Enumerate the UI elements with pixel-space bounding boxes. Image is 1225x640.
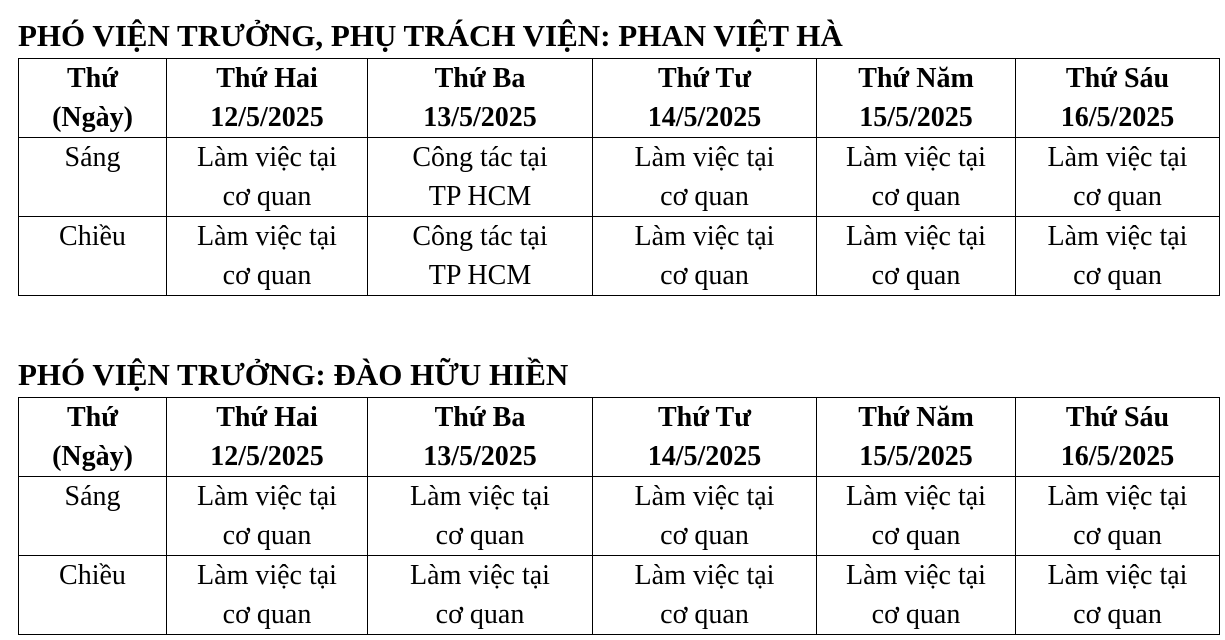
header-day-friday bbox=[1016, 398, 1220, 477]
header-day-label bbox=[19, 59, 167, 138]
header-day-thursday bbox=[817, 398, 1016, 477]
cell-line: Làm việc tại bbox=[634, 221, 775, 252]
schedule-cell bbox=[593, 477, 817, 556]
cell-line: cơ quan bbox=[871, 520, 961, 551]
day-date: 13/5/2025 bbox=[423, 102, 537, 133]
schedule-cell bbox=[817, 217, 1016, 296]
schedule-cell bbox=[368, 477, 593, 556]
schedule-cell bbox=[368, 217, 593, 296]
schedule-cell bbox=[1016, 217, 1220, 296]
cell-line: cơ quan bbox=[871, 181, 961, 212]
schedule-cell bbox=[1016, 138, 1220, 217]
period-cell bbox=[19, 217, 167, 296]
cell-line: Làm việc tại bbox=[846, 142, 986, 173]
period-cell bbox=[19, 477, 167, 556]
period-label: Sáng bbox=[64, 142, 121, 173]
day-name: Thứ Ba bbox=[434, 402, 526, 433]
day-date: 16/5/2025 bbox=[1060, 102, 1175, 133]
cell-line: Làm việc tại bbox=[410, 560, 550, 591]
cell-line: cơ quan bbox=[660, 599, 749, 630]
header-day-label-line: (Ngày) bbox=[52, 102, 133, 133]
period-label: Sáng bbox=[64, 481, 121, 512]
schedule-cell bbox=[817, 138, 1016, 217]
cell-line: Làm việc tại bbox=[197, 142, 337, 173]
period-label: Chiều bbox=[59, 560, 126, 591]
day-date: 12/5/2025 bbox=[210, 102, 324, 133]
cell-line: Làm việc tại bbox=[1047, 481, 1188, 512]
day-name: Thứ Tư bbox=[657, 402, 752, 433]
schedule-cell bbox=[167, 477, 368, 556]
cell-line: cơ quan bbox=[222, 520, 312, 551]
header-day-label bbox=[19, 398, 167, 477]
schedule-section-2 bbox=[18, 355, 1219, 635]
cell-line: Làm việc tại bbox=[197, 560, 337, 591]
schedule-cell bbox=[368, 556, 593, 635]
schedule-table bbox=[18, 397, 1220, 635]
header-day-tuesday bbox=[368, 398, 593, 477]
cell-line: cơ quan bbox=[435, 520, 525, 551]
cell-line: cơ quan bbox=[871, 260, 961, 291]
period-label: Chiều bbox=[59, 221, 126, 252]
schedule-cell bbox=[593, 217, 817, 296]
cell-line: Công tác tại bbox=[412, 142, 548, 173]
cell-line: cơ quan bbox=[1073, 520, 1162, 551]
header-day-label-line: (Ngày) bbox=[52, 441, 133, 472]
day-name: Thứ Sáu bbox=[1065, 402, 1170, 433]
cell-line: Làm việc tại bbox=[634, 481, 775, 512]
header-day-label-line: Thứ bbox=[66, 63, 119, 94]
schedule-cell bbox=[167, 556, 368, 635]
cell-line: Làm việc tại bbox=[197, 481, 337, 512]
day-date: 14/5/2025 bbox=[647, 441, 762, 472]
header-day-wednesday bbox=[593, 59, 817, 138]
header-day-wednesday bbox=[593, 398, 817, 477]
cell-line: Làm việc tại bbox=[846, 560, 986, 591]
cell-line: TP HCM bbox=[428, 260, 532, 291]
section-title: PHÓ VIỆN TRƯỞNG, PHỤ TRÁCH VIỆN: PHAN VIỆT HÀ bbox=[18, 18, 843, 53]
header-day-monday bbox=[167, 398, 368, 477]
cell-line: cơ quan bbox=[222, 181, 312, 212]
cell-line: cơ quan bbox=[1073, 181, 1162, 212]
header-day-monday bbox=[167, 59, 368, 138]
schedule-cell bbox=[593, 556, 817, 635]
table-row-morning bbox=[19, 477, 1220, 556]
cell-line: Làm việc tại bbox=[1047, 560, 1188, 591]
cell-line: Làm việc tại bbox=[846, 481, 986, 512]
table-row-morning bbox=[19, 138, 1220, 217]
day-name: Thứ Năm bbox=[858, 63, 974, 94]
day-name: Thứ Tư bbox=[657, 63, 752, 94]
day-name: Thứ Hai bbox=[216, 63, 318, 94]
day-date: 15/5/2025 bbox=[859, 102, 973, 133]
header-day-friday bbox=[1016, 59, 1220, 138]
table-row-afternoon bbox=[19, 556, 1220, 635]
cell-line: Làm việc tại bbox=[846, 221, 986, 252]
cell-line: cơ quan bbox=[660, 260, 749, 291]
schedule-section-1 bbox=[18, 16, 1219, 296]
cell-line: Làm việc tại bbox=[634, 142, 775, 173]
table-header-row bbox=[19, 59, 1220, 138]
cell-line: cơ quan bbox=[871, 599, 961, 630]
day-name: Thứ Hai bbox=[216, 402, 318, 433]
day-date: 13/5/2025 bbox=[423, 441, 537, 472]
cell-line: Làm việc tại bbox=[197, 221, 337, 252]
period-cell bbox=[19, 138, 167, 217]
day-name: Thứ Sáu bbox=[1065, 63, 1170, 94]
day-date: 14/5/2025 bbox=[647, 102, 762, 133]
header-day-label-line: Thứ bbox=[66, 402, 119, 433]
day-name: Thứ Ba bbox=[434, 63, 526, 94]
schedule-table bbox=[18, 58, 1220, 296]
day-name: Thứ Năm bbox=[858, 402, 974, 433]
schedule-cell bbox=[817, 477, 1016, 556]
table-header-row bbox=[19, 398, 1220, 477]
cell-line: TP HCM bbox=[428, 181, 532, 212]
schedule-cell bbox=[817, 556, 1016, 635]
cell-line: Làm việc tại bbox=[634, 560, 775, 591]
day-date: 12/5/2025 bbox=[210, 441, 324, 472]
schedule-cell bbox=[167, 138, 368, 217]
cell-line: Làm việc tại bbox=[1047, 142, 1188, 173]
cell-line: cơ quan bbox=[222, 260, 312, 291]
schedule-cell bbox=[167, 217, 368, 296]
cell-line: Công tác tại bbox=[412, 221, 548, 252]
section-title: PHÓ VIỆN TRƯỞNG: ĐÀO HỮU HIỀN bbox=[18, 357, 569, 392]
header-day-thursday bbox=[817, 59, 1016, 138]
schedule-cell bbox=[368, 138, 593, 217]
cell-line: cơ quan bbox=[660, 181, 749, 212]
schedule-cell bbox=[1016, 556, 1220, 635]
cell-line: cơ quan bbox=[1073, 599, 1162, 630]
cell-line: cơ quan bbox=[660, 520, 749, 551]
cell-line: cơ quan bbox=[1073, 260, 1162, 291]
header-day-tuesday bbox=[368, 59, 593, 138]
schedule-cell bbox=[593, 138, 817, 217]
cell-line: Làm việc tại bbox=[410, 481, 550, 512]
day-date: 15/5/2025 bbox=[859, 441, 973, 472]
day-date: 16/5/2025 bbox=[1060, 441, 1175, 472]
schedule-cell bbox=[1016, 477, 1220, 556]
period-cell bbox=[19, 556, 167, 635]
table-row-afternoon bbox=[19, 217, 1220, 296]
cell-line: Làm việc tại bbox=[1047, 221, 1188, 252]
cell-line: cơ quan bbox=[222, 599, 312, 630]
cell-line: cơ quan bbox=[435, 599, 525, 630]
